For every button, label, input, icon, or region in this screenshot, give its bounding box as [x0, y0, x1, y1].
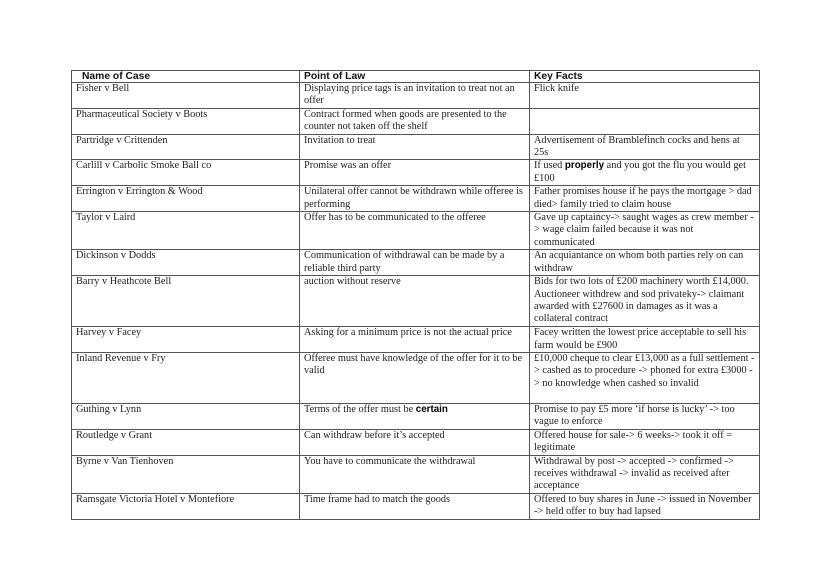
- table-row: [72, 327, 760, 353]
- table-row: [72, 186, 760, 212]
- table-body: [72, 83, 760, 520]
- case-name-cell: Byrne v Van Tienhoven: [72, 455, 300, 493]
- table-row: [72, 455, 760, 493]
- header-point-of-law: Point of Law: [300, 71, 530, 83]
- case-name-cell: Carlill v Carbolic Smoke Ball co: [72, 160, 300, 186]
- header-key-facts: Key Facts: [530, 71, 760, 83]
- table-row: [72, 160, 760, 186]
- text: Terms of the offer must be: [304, 403, 416, 415]
- key-facts-cell: Facey written the lowest price acceptable to sell his farm would be £900: [530, 327, 760, 353]
- case-name-cell: Taylor v Laird: [72, 212, 300, 250]
- case-name-cell: Routledge v Grant: [72, 429, 300, 455]
- point-of-law-cell: You have to communicate the withdrawal: [300, 455, 530, 493]
- bold-text: properly: [564, 160, 605, 172]
- table-row: [72, 212, 760, 250]
- table-row: [72, 276, 760, 327]
- table-row: [72, 493, 760, 519]
- case-name-cell: Pharmaceutical Society v Boots: [72, 108, 300, 134]
- key-facts-cell: [530, 160, 760, 186]
- case-name-cell: Ramsgate Victoria Hotel v Montefiore: [72, 493, 300, 519]
- point-of-law-cell: Unilateral offer cannot be withdrawn while offeree is performing: [300, 186, 530, 212]
- bold-text: certain: [415, 403, 448, 415]
- table-row: [72, 429, 760, 455]
- table-row: [72, 352, 760, 403]
- case-name-cell: Fisher v Bell: [72, 83, 300, 109]
- key-facts-cell: Gave up captaincy-> saught wages as crew member -> wage claim failed because it was not communicated: [530, 212, 760, 250]
- key-facts-cell: Offered to buy shares in June -> issued in November -> held offer to buy had lapsed: [530, 493, 760, 519]
- table-row: [72, 108, 760, 134]
- case-name-cell: Dickinson v Dodds: [72, 250, 300, 276]
- text: If used: [534, 160, 565, 172]
- point-of-law-cell: Offeree must have knowledge of the offer for it to be valid: [300, 352, 530, 403]
- key-facts-cell: Bids for two lots of £200 machinery worth £14,000. Auctioneer withdrew and sod privateky-> claimant awarded with £27600 in damages as it was a collateral contract: [530, 276, 760, 327]
- case-law-table: [71, 70, 760, 520]
- table-header-row: [72, 71, 760, 83]
- point-of-law-cell: Invitation to treat: [300, 134, 530, 160]
- case-name-cell: Partridge v Crittenden: [72, 134, 300, 160]
- key-facts-cell: Promise to pay £5 more ‘if horse is lucky’ -> too vague to enforce: [530, 403, 760, 429]
- point-of-law-cell: [300, 403, 530, 429]
- point-of-law-cell: Displaying price tags is an invitation to treat not an offer: [300, 83, 530, 109]
- table-row: [72, 250, 760, 276]
- key-facts-cell: Flick knife: [530, 83, 760, 109]
- point-of-law-cell: Communication of withdrawal can be made by a reliable third party: [300, 250, 530, 276]
- table-row: [72, 134, 760, 160]
- point-of-law-cell: Promise was an offer: [300, 160, 530, 186]
- point-of-law-cell: Time frame had to match the goods: [300, 493, 530, 519]
- text: and you got the flu you would get £100: [534, 160, 746, 184]
- key-facts-cell: [530, 108, 760, 134]
- table-row: [72, 403, 760, 429]
- point-of-law-cell: auction without reserve: [300, 276, 530, 327]
- point-of-law-cell: Offer has to be communicated to the offeree: [300, 212, 530, 250]
- key-facts-cell: Father promises house if he pays the mortgage > dad died> family tried to claim house: [530, 186, 760, 212]
- case-name-cell: Guthing v Lynn: [72, 403, 300, 429]
- key-facts-cell: £10,000 cheque to clear £13,000 as a full settlement -> cashed as to procedure -> phoned for extra £3000 -> no knowledge when cashed so invalid: [530, 352, 760, 403]
- case-name-cell: Harvey v Facey: [72, 327, 300, 353]
- point-of-law-cell: Contract formed when goods are presented to the counter not taken off the shelf: [300, 108, 530, 134]
- case-name-cell: Inland Revenue v Fry: [72, 352, 300, 403]
- key-facts-cell: Withdrawal by post -> accepted -> confirmed -> receives withdrawal -> invalid as received after acceptance: [530, 455, 760, 493]
- case-name-cell: Errington v Errington & Wood: [72, 186, 300, 212]
- table-row: [72, 83, 760, 109]
- key-facts-cell: Advertisement of Bramblefinch cocks and hens at 25s: [530, 134, 760, 160]
- key-facts-cell: An acquiantance on whom both parties rely on can withdraw: [530, 250, 760, 276]
- point-of-law-cell: Can withdraw before it’s accepted: [300, 429, 530, 455]
- key-facts-cell: Offered house for sale-> 6 weeks-> took it off = legitimate: [530, 429, 760, 455]
- header-name-of-case: Name of Case: [72, 71, 300, 83]
- point-of-law-cell: Asking for a minimum price is not the actual price: [300, 327, 530, 353]
- case-name-cell: Barry v Heathcote Bell: [72, 276, 300, 327]
